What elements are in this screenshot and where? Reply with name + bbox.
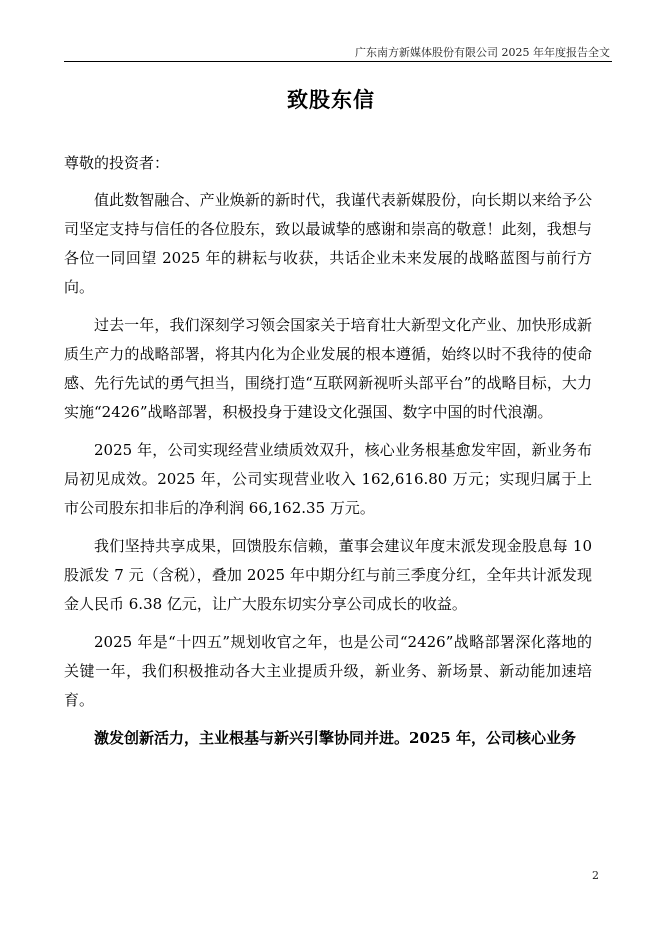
page-title: 致股东信 (287, 87, 375, 112)
letter-body (64, 149, 592, 762)
page-header: 广东南方新媒体股份有限公司 2025 年年度报告全文 (355, 46, 610, 59)
paragraph-2: 过去一年，我们深刻学习领会国家关于培育壮大新型文化产业、加快形成新质生产力的战略部署，将其内化为企业发展的根本遵循，始终以时不我待的使命感、先行先试的勇气担当，围绕打造“互联网新视听头部平台”的战略目标，大力实施“2426”战略部署，积极投身于建设文化强国、数字中国的时代浪潮。 (64, 316, 592, 421)
paragraph-6-heading: 激发创新活力，主业根基与新兴引擎协同并进。2025 年，公司核心业务 (94, 729, 576, 747)
paragraph-5: 2025 年是“十四五”规划收官之年，也是公司“2426”战略部署深化落地的关键一年，我们积极推动各大主业提质升级，新业务、新场景、新动能加速培育。 (64, 633, 592, 709)
paragraph-1: 值此数智融合、产业焕新的新时代，我谨代表新媒股份，向长期以来给予公司坚定支持与信任的各位股东，致以最诚挚的感谢和崇高的敬意！此刻，我想与各位一同回望 2025 年的耕耘与收获，共话企业未来发展的战略蓝图与前行方向。 (64, 191, 592, 296)
page-number: 2 (592, 869, 599, 882)
paragraph-3: 2025 年，公司实现经营业绩质效双升，核心业务根基愈发牢固，新业务布局初见成效。2025 年，公司实现营业收入 162,616.80 万元；实现归属于上市公司股东扣非后的净利润 66,162.35 万元。 (64, 441, 592, 517)
salutation: 尊敬的投资者： (64, 154, 170, 172)
paragraph-4: 我们坚持共享成果，回馈股东信赖，董事会建议年度末派发现金股息每 10 股派发 7 元（含税），叠加 2025 年中期分红与前三季度分红，全年共计派发现金人民币 6.38 亿元，让广大股东切实分享公司成长的收益。 (64, 537, 592, 613)
header-divider (64, 61, 612, 62)
